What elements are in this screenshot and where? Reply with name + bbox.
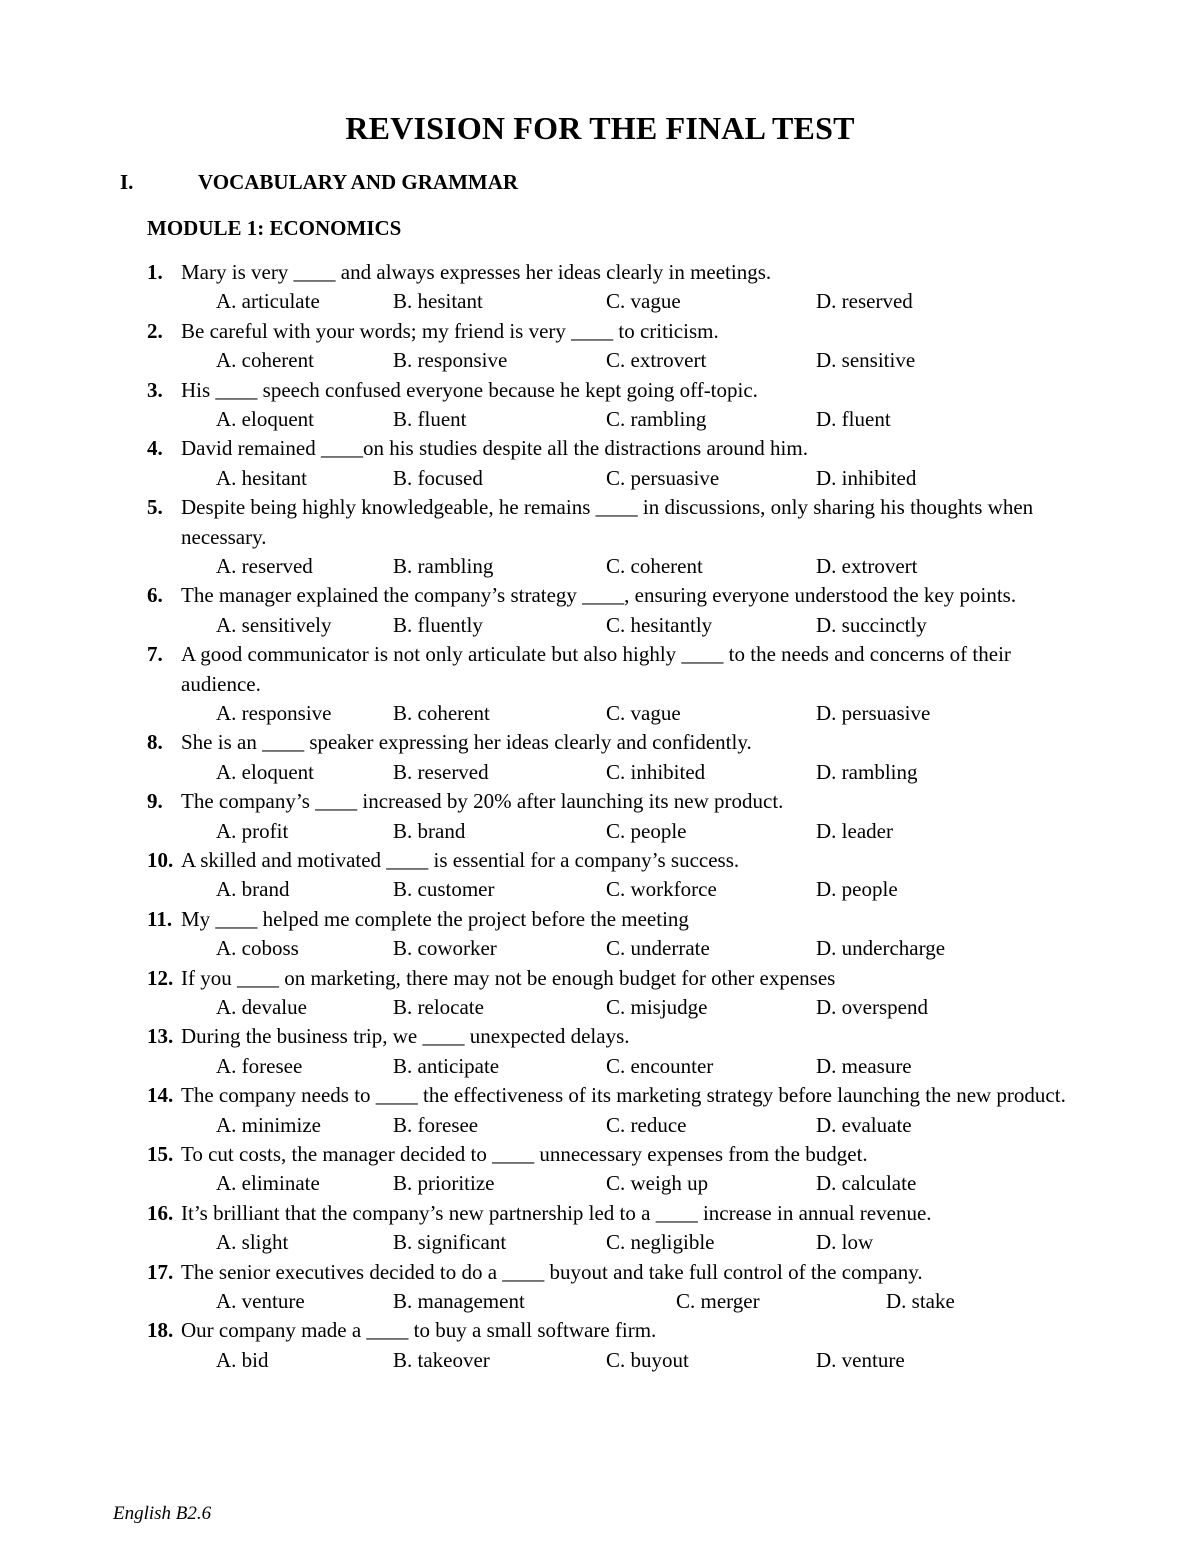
answer-option-d: D. stake — [886, 1288, 955, 1313]
answer-option-d: D. calculate — [816, 1171, 917, 1196]
question-stem — [0, 846, 1200, 875]
answer-option-c: C. misjudge — [606, 994, 708, 1019]
question-item — [0, 964, 1200, 1023]
answer-option-d: D. fluent — [816, 407, 891, 431]
question-item — [0, 1316, 1200, 1375]
answer-option-b: B. coworker — [393, 936, 497, 961]
question-stem — [0, 493, 1200, 552]
module-heading: MODULE 1: ECONOMICS — [147, 216, 402, 240]
answer-options — [0, 1346, 1200, 1375]
answer-option-b: B. fluent — [393, 407, 467, 431]
question-text: To cut costs, the manager decided to ____ unnecessary expenses from the budget. — [181, 1141, 868, 1166]
question-number: 2. — [147, 318, 163, 343]
answer-option-a: A. brand — [216, 877, 290, 902]
question-number: 10. — [147, 847, 174, 872]
question-text: David remained ____on his studies despite all the distractions around him. — [181, 436, 808, 461]
question-item — [0, 1258, 1200, 1317]
question-stem — [0, 1199, 1200, 1228]
answer-option-c: C. inhibited — [606, 759, 706, 784]
question-stem — [0, 964, 1200, 993]
answer-options — [0, 817, 1200, 846]
answer-option-d: D. sensitive — [816, 348, 916, 373]
question-stem — [0, 258, 1200, 287]
answer-option-a: A. articulate — [216, 289, 320, 314]
answer-option-d: D. undercharge — [816, 936, 946, 961]
question-stem — [0, 640, 1200, 699]
question-item — [0, 846, 1200, 905]
question-text: Despite being highly knowledgeable, he remains ____ in discussions, only sharing his thoughts when necessary. — [181, 495, 1034, 549]
question-text: The manager explained the company’s strategy ____, ensuring everyone understood the key points. — [181, 583, 1017, 608]
answer-option-c: C. rambling — [606, 407, 707, 431]
question-item — [0, 787, 1200, 846]
answer-options — [0, 699, 1200, 728]
answer-option-a: A. coboss — [216, 936, 299, 961]
question-item — [0, 905, 1200, 964]
answer-option-c: C. extrovert — [606, 348, 707, 373]
question-item — [0, 376, 1200, 435]
answer-options — [0, 346, 1200, 375]
answer-option-b: B. coherent — [393, 701, 490, 725]
answer-option-d: D. reserved — [816, 289, 913, 314]
question-stem — [0, 376, 1200, 405]
question-stem — [0, 1316, 1200, 1345]
question-number: 5. — [147, 495, 163, 520]
answer-option-c: C. underrate — [606, 936, 710, 961]
answer-option-a: A. foresee — [216, 1053, 303, 1078]
answer-option-d: D. inhibited — [816, 465, 917, 490]
question-text: A good communicator is not only articulate but also highly ____ to the needs and concerns of their audience. — [181, 642, 1011, 696]
question-text: His ____ speech confused everyone because he kept going off-topic. — [181, 377, 758, 402]
answer-option-b: B. brand — [393, 818, 466, 843]
question-item — [0, 581, 1200, 640]
answer-options — [0, 1169, 1200, 1198]
answer-option-a: A. responsive — [216, 701, 332, 725]
question-text: During the business trip, we ____ unexpected delays. — [181, 1024, 630, 1049]
question-item — [0, 728, 1200, 787]
answer-option-a: A. minimize — [216, 1112, 321, 1137]
question-item — [0, 1081, 1200, 1140]
question-stem — [0, 434, 1200, 463]
question-text: The company’s ____ increased by 20% after launching its new product. — [181, 789, 784, 814]
answer-option-b: B. hesitant — [393, 289, 483, 314]
answer-option-d: D. succinctly — [816, 612, 927, 637]
answer-option-c: C. vague — [606, 701, 681, 725]
question-number: 8. — [147, 730, 163, 755]
question-stem — [0, 905, 1200, 934]
answer-option-b: B. anticipate — [393, 1053, 500, 1078]
answer-option-a: A. hesitant — [216, 465, 307, 490]
question-item — [0, 317, 1200, 376]
question-list — [0, 258, 1200, 1375]
answer-option-c: C. workforce — [606, 877, 717, 902]
answer-options — [0, 934, 1200, 963]
answer-option-a: A. eloquent — [216, 759, 314, 784]
question-number: 4. — [147, 436, 163, 461]
question-number: 6. — [147, 583, 163, 608]
question-stem — [0, 317, 1200, 346]
answer-options — [0, 552, 1200, 581]
question-text: Mary is very ____ and always expresses her ideas clearly in meetings. — [181, 260, 772, 284]
answer-option-a: A. coherent — [216, 348, 314, 373]
answer-option-d: D. leader — [816, 818, 893, 843]
question-number: 9. — [147, 789, 163, 814]
answer-options — [0, 405, 1200, 434]
question-item — [0, 640, 1200, 728]
section-title: VOCABULARY AND GRAMMAR — [198, 170, 519, 194]
question-stem — [0, 581, 1200, 610]
answer-option-d: D. extrovert — [816, 554, 918, 578]
question-text: A skilled and motivated ____ is essential for a company’s success. — [181, 847, 740, 872]
answer-option-b: B. takeover — [393, 1347, 490, 1372]
answer-options — [0, 993, 1200, 1022]
answer-option-d: D. evaluate — [816, 1112, 912, 1137]
question-item — [0, 1140, 1200, 1199]
question-number: 3. — [147, 377, 163, 402]
answer-option-d: D. rambling — [816, 759, 918, 784]
question-number: 14. — [147, 1083, 174, 1108]
answer-options — [0, 1111, 1200, 1140]
answer-option-a: A. eliminate — [216, 1171, 320, 1196]
answer-option-c: C. hesitantly — [606, 612, 713, 637]
question-number: 16. — [147, 1200, 174, 1225]
question-number: 7. — [147, 642, 163, 667]
answer-option-c: C. people — [606, 818, 687, 843]
answer-options — [0, 1052, 1200, 1081]
answer-option-d: D. people — [816, 877, 898, 902]
answer-options — [0, 1228, 1200, 1257]
answer-option-d: D. persuasive — [816, 701, 931, 725]
answer-option-c: C. encounter — [606, 1053, 714, 1078]
answer-option-c: C. vague — [606, 289, 681, 314]
question-number: 12. — [147, 965, 174, 990]
question-stem — [0, 728, 1200, 757]
answer-option-a: A. slight — [216, 1230, 289, 1255]
answer-option-a: A. reserved — [216, 554, 313, 578]
page-title: REVISION FOR THE FINAL TEST — [345, 110, 855, 146]
question-text: She is an ____ speaker expressing her ideas clearly and confidently. — [181, 730, 752, 755]
answer-option-c: C. buyout — [606, 1347, 689, 1372]
answer-option-b: B. prioritize — [393, 1171, 495, 1196]
question-text: The company needs to ____ the effectiveness of its marketing strategy before launching the new product. — [181, 1083, 1066, 1108]
question-text: If you ____ on marketing, there may not be enough budget for other expenses — [181, 965, 836, 990]
answer-option-b: B. foresee — [393, 1112, 479, 1137]
question-number: 13. — [147, 1024, 174, 1049]
answer-option-d: D. overspend — [816, 994, 928, 1019]
answer-option-a: A. sensitively — [216, 612, 332, 637]
answer-option-a: A. devalue — [216, 994, 307, 1019]
page-footer: English B2.6 — [113, 1503, 212, 1524]
question-item — [0, 434, 1200, 493]
answer-options — [0, 611, 1200, 640]
question-stem — [0, 1258, 1200, 1287]
answer-option-c: C. coherent — [606, 554, 703, 578]
question-number: 18. — [147, 1318, 174, 1343]
question-stem — [0, 787, 1200, 816]
question-number: 11. — [147, 906, 173, 931]
answer-option-a: A. bid — [216, 1347, 269, 1372]
answer-option-a: A. profit — [216, 818, 289, 843]
answer-option-b: B. fluently — [393, 612, 483, 637]
answer-option-c: C. persuasive — [606, 465, 720, 490]
answer-options — [0, 875, 1200, 904]
answer-option-c: C. negligible — [606, 1230, 715, 1255]
question-text: Our company made a ____ to buy a small software firm. — [181, 1318, 657, 1343]
answer-option-c: C. reduce — [606, 1112, 687, 1137]
question-text: Be careful with your words; my friend is very ____ to criticism. — [181, 318, 719, 343]
question-item — [0, 1199, 1200, 1258]
answer-option-b: B. relocate — [393, 994, 484, 1019]
answer-options — [0, 758, 1200, 787]
answer-options — [0, 287, 1200, 316]
question-number: 1. — [147, 260, 163, 284]
answer-option-d: D. venture — [816, 1347, 905, 1372]
answer-option-b: B. management — [393, 1288, 525, 1313]
question-item — [0, 258, 1200, 317]
question-text: The senior executives decided to do a ____ buyout and take full control of the company. — [181, 1259, 923, 1284]
question-item — [0, 1022, 1200, 1081]
answer-option-a: A. venture — [216, 1288, 305, 1313]
answer-options — [0, 1287, 1200, 1316]
question-item — [0, 493, 1200, 581]
question-number: 17. — [147, 1259, 174, 1284]
answer-option-b: B. focused — [393, 465, 483, 490]
answer-option-b: B. reserved — [393, 759, 489, 784]
question-stem — [0, 1140, 1200, 1169]
answer-option-d: D. measure — [816, 1053, 912, 1078]
question-text: My ____ helped me complete the project before the meeting — [181, 906, 689, 931]
question-stem — [0, 1022, 1200, 1051]
section-number: I. — [120, 170, 134, 194]
answer-option-b: B. rambling — [393, 554, 494, 578]
question-number: 15. — [147, 1141, 174, 1166]
answer-option-c: C. weigh up — [606, 1171, 709, 1196]
answer-option-c: C. merger — [676, 1288, 760, 1313]
question-text: It’s brilliant that the company’s new partnership led to a ____ increase in annual revenue. — [181, 1200, 932, 1225]
answer-option-d: D. low — [816, 1230, 874, 1255]
answer-option-b: B. significant — [393, 1230, 507, 1255]
answer-options — [0, 464, 1200, 493]
question-stem — [0, 1081, 1200, 1110]
answer-option-a: A. eloquent — [216, 407, 314, 431]
answer-option-b: B. responsive — [393, 348, 508, 373]
answer-option-b: B. customer — [393, 877, 495, 902]
